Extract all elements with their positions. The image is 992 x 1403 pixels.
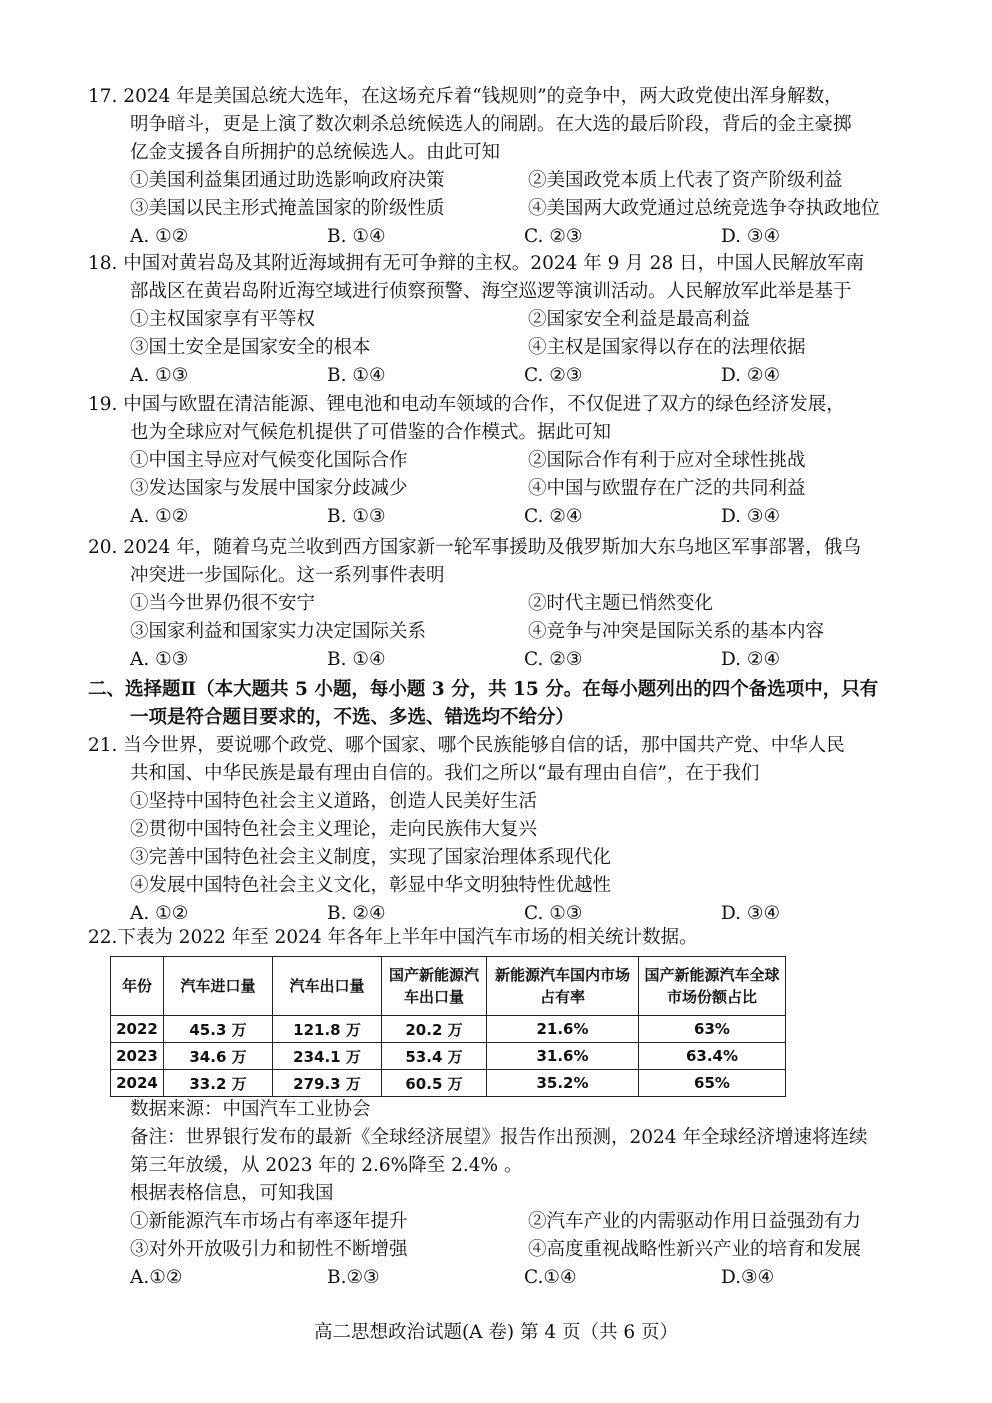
statement-row <box>88 306 918 334</box>
statement-4: ④美国两大政党通过总统竞选争夺执政地位 <box>528 198 880 219</box>
table-cell: 34.6 万 <box>164 1043 273 1070</box>
option-d: D. ③④ <box>721 506 781 527</box>
question-stem-line: 部战区在黄岩岛附近海空域进行侦察预警、海空巡逻等演训活动。人民解放军此举是基于 <box>130 281 852 302</box>
statement-1: ①当今世界仍很不安宁 <box>130 593 316 614</box>
table-cell: 53.4 万 <box>382 1043 487 1070</box>
section-heading-line: 一项是符合题目要求的，不选、多选、错选均不给分） <box>130 707 575 728</box>
option-b: B. ①④ <box>327 365 386 386</box>
question-18 <box>88 250 918 390</box>
statement-3: ③发达国家与发展中国家分歧减少 <box>130 478 408 499</box>
question-21 <box>88 732 918 928</box>
option-a: A. ①② <box>130 903 189 924</box>
question-17 <box>88 83 918 251</box>
statement-2: ②国际合作有利于应对全球性挑战 <box>528 450 806 471</box>
statement-1: ①主权国家享有平等权 <box>130 309 316 330</box>
table-cell: 31.6% <box>487 1043 639 1070</box>
option-a: A.①② <box>130 1267 183 1288</box>
statement-row <box>88 334 918 362</box>
table-cell: 121.8 万 <box>273 1016 382 1043</box>
page-footer: 高二思想政治试题(A 卷) 第 4 页（共 6 页） <box>313 1322 679 1343</box>
statement-4: ④竞争与冲突是国际关系的基本内容 <box>528 621 825 642</box>
table-cell: 33.2 万 <box>164 1070 273 1097</box>
statement-2: ②时代主题已悄然变化 <box>528 593 714 614</box>
statement-row <box>88 1208 918 1236</box>
table-cell: 65% <box>639 1070 786 1097</box>
option-d: D. ②④ <box>721 649 781 670</box>
statement-4: ④中国与欧盟存在广泛的共同利益 <box>528 478 806 499</box>
question-stem-line: 19. 中国与欧盟在清洁能源、锂电池和电动车领域的合作，不仅促进了双方的绿色经济发展， <box>88 394 845 415</box>
statement-4: ④主权是国家得以存在的法理依据 <box>528 337 806 358</box>
section-2-header <box>88 676 918 732</box>
option-b: B.②③ <box>327 1267 380 1288</box>
table-cell: 2022 <box>111 1016 164 1043</box>
table-header-cell: 国产新能源汽车出口量 <box>382 957 487 1016</box>
option-d: D. ③④ <box>721 226 781 247</box>
option-a: A. ①③ <box>130 365 189 386</box>
statement-3: ③美国以民主形式掩盖国家的阶级性质 <box>130 198 445 219</box>
table-cell: 45.3 万 <box>164 1016 273 1043</box>
question-stem-line: 17. 2024 年是美国总统大选年，在这场充斥着“钱规则”的竞争中，两大政党使出浑身解数， <box>88 86 843 107</box>
statement-row <box>88 475 918 503</box>
option-d: D.③④ <box>721 1267 775 1288</box>
table-row <box>111 1070 786 1097</box>
section-heading-line: 二、选择题Ⅱ（本大题共 5 小题，每小题 3 分，共 15 分。在每小题列出的四个备选项中，只有 <box>88 679 879 700</box>
statement-row <box>88 167 918 195</box>
statement-3: ③国家利益和国家实力决定国际关系 <box>130 621 427 642</box>
question-22-body <box>88 1096 918 1292</box>
statement-2: ②国家安全利益是最高利益 <box>528 309 751 330</box>
statement-1: ①坚持中国特色社会主义道路，创造人民美好生活 <box>130 791 538 812</box>
statement-4: ④发展中国特色社会主义文化，彰显中华文明独特性优越性 <box>130 875 612 896</box>
statement-row <box>88 590 918 618</box>
option-d: D. ②④ <box>721 365 781 386</box>
data-source: 数据来源：中国汽车工业协会 <box>130 1099 371 1120</box>
table-cell: 20.2 万 <box>382 1016 487 1043</box>
answer-options <box>88 646 918 674</box>
statement-row <box>88 195 918 223</box>
note-line: 第三年放缓，从 2023 年的 2.6%降至 2.4% 。 <box>130 1155 523 1176</box>
statement-2: ②美国政党本质上代表了资产阶级利益 <box>528 170 843 191</box>
option-a: A. ①② <box>130 506 189 527</box>
statement-2: ②贯彻中国特色社会主义理论，走向民族伟大复兴 <box>130 819 538 840</box>
question-stem-line: 共和国、中华民族是最有理由自信的。我们之所以“最有理由自信”，在于我们 <box>130 763 760 784</box>
statement-row <box>88 618 918 646</box>
table-header-row <box>111 957 786 1016</box>
table-header-cell: 汽车出口量 <box>273 957 382 1016</box>
option-a: A. ①② <box>130 226 189 247</box>
question-stem-line: 明争暗斗，更是上演了数次刺杀总统候选人的闹剧。在大选的最后阶段，背后的金主豪掷 <box>130 114 852 135</box>
table-header-cell: 国产新能源汽车全球市场份额占比 <box>639 957 786 1016</box>
table-cell: 63.4% <box>639 1043 786 1070</box>
table-header-cell: 汽车进口量 <box>164 957 273 1016</box>
question-stem-line: 冲突进一步国际化。这一系列事件表明 <box>130 565 445 586</box>
option-b: B. ①④ <box>327 226 386 247</box>
option-c: C. ②③ <box>524 649 583 670</box>
statement-row <box>88 1236 918 1264</box>
table-header-cell: 年份 <box>111 957 164 1016</box>
statement-2: ②汽车产业的内需驱动作用日益强劲有力 <box>528 1211 862 1232</box>
car-market-table <box>110 956 786 1097</box>
answer-options <box>88 362 918 390</box>
statement-3: ③对外开放吸引力和韧性不断增强 <box>130 1239 408 1260</box>
option-c: C.①④ <box>524 1267 577 1288</box>
question-19 <box>88 391 918 531</box>
answer-options <box>88 1264 918 1292</box>
question-20 <box>88 534 918 674</box>
statement-3: ③完善中国特色社会主义制度，实现了国家治理体系现代化 <box>130 847 612 868</box>
question-stem-line: 也为全球应对气候危机提供了可借鉴的合作模式。据此可知 <box>130 422 612 443</box>
table-cell: 21.6% <box>487 1016 639 1043</box>
question-stem-line: 亿金支援各自所拥护的总统候选人。由此可知 <box>130 142 501 163</box>
option-a: A. ①③ <box>130 649 189 670</box>
answer-options <box>88 503 918 531</box>
table-cell: 35.2% <box>487 1070 639 1097</box>
table-cell: 2023 <box>111 1043 164 1070</box>
answer-options <box>88 223 918 251</box>
option-b: B. ②④ <box>327 903 386 924</box>
table-cell: 2024 <box>111 1070 164 1097</box>
table-cell: 234.1 万 <box>273 1043 382 1070</box>
statement-1: ①美国利益集团通过助选影响政府决策 <box>130 170 445 191</box>
option-c: C. ②③ <box>524 226 583 247</box>
option-d: D. ③④ <box>721 903 781 924</box>
option-c: C. ②③ <box>524 365 583 386</box>
question-stem-line: 22.下表为 2022 年至 2024 年各年上半年中国汽车市场的相关统计数据。 <box>88 927 698 948</box>
table-cell: 60.5 万 <box>382 1070 487 1097</box>
statement-row <box>88 447 918 475</box>
table-cell: 63% <box>639 1016 786 1043</box>
statement-1: ①新能源汽车市场占有率逐年提升 <box>130 1211 408 1232</box>
table-header-cell: 新能源汽车国内市场占有率 <box>487 957 639 1016</box>
option-b: B. ①③ <box>327 506 386 527</box>
option-c: C. ②④ <box>524 506 583 527</box>
question-prompt: 根据表格信息，可知我国 <box>130 1183 334 1204</box>
note-line: 备注：世界银行发布的最新《全球经济展望》报告作出预测，2024 年全球经济增速将连续 <box>130 1127 868 1148</box>
table-row <box>111 1043 786 1070</box>
option-b: B. ①④ <box>327 649 386 670</box>
table-cell: 279.3 万 <box>273 1070 382 1097</box>
table-row <box>111 1016 786 1043</box>
statement-3: ③国土安全是国家安全的根本 <box>130 337 371 358</box>
statement-4: ④高度重视战略性新兴产业的培育和发展 <box>528 1239 862 1260</box>
option-c: C. ①③ <box>524 903 583 924</box>
question-22-stem <box>88 924 918 952</box>
question-stem-line: 18. 中国对黄岩岛及其附近海域拥有无可争辩的主权。2024 年 9 月 28 日，中国人民解放军南 <box>88 253 865 274</box>
question-stem-line: 21. 当今世界，要说哪个政党、哪个国家、哪个民族能够自信的话，那中国共产党、中华人民 <box>88 735 845 756</box>
statement-1: ①中国主导应对气候变化国际合作 <box>130 450 408 471</box>
question-stem-line: 20. 2024 年，随着乌克兰收到西方国家新一轮军事援助及俄罗斯加大东乌地区军事部署，俄乌 <box>88 537 861 558</box>
